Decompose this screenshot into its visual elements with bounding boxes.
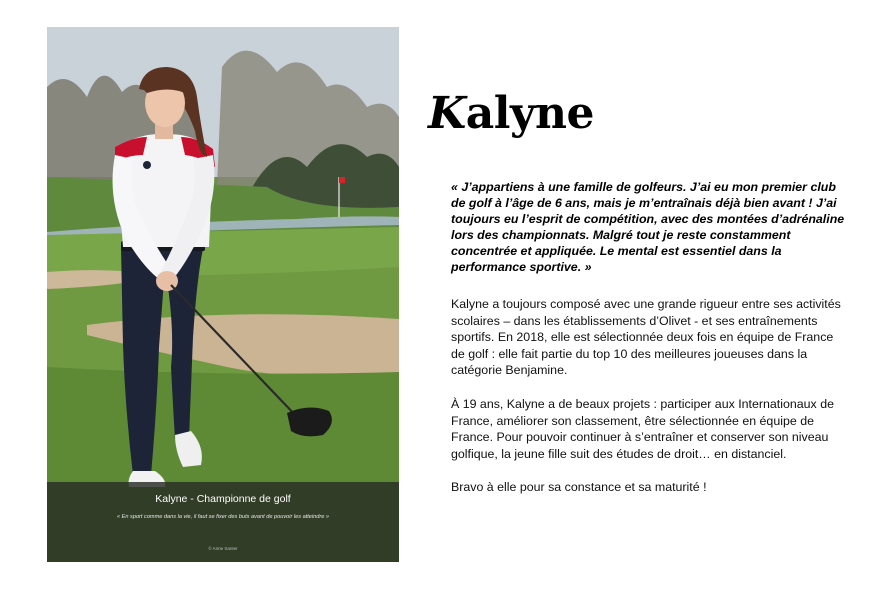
photo-credit: © Anne Santer <box>208 546 238 551</box>
golfer-photo <box>47 27 399 562</box>
photo-caption-title: Kalyne - Championne de golf <box>155 493 291 505</box>
article-title <box>428 88 594 139</box>
article-paragraph: Kalyne a toujours composé avec une grande rigueur entre ses activités scolaires – dans les établissements d’Olivet - et ses entraînements sportifs. En 2018, elle est sélectionnée deux fois en équipe de France de golf : elle fait partie du top 10 des meilleures joueuses dans la catégorie Benjamine. <box>451 297 841 377</box>
article-paragraph: À 19 ans, Kalyne a de beaux projets : participer aux Internationaux de France, améliorer son classement, être sélectionnée en équipe de France. Pour pouvoir continuer à s’entraîner et conserver son niveau golfique, la jeune fille suit des études de droit… en distanciel. <box>451 397 834 461</box>
fairway-stripe <box>47 227 399 277</box>
title-initial: K <box>428 88 466 139</box>
golf-club-head <box>287 407 332 436</box>
article-paragraph: Bravo à elle pour sa constance et sa maturité ! <box>451 480 707 494</box>
flag <box>339 177 345 183</box>
photo-caption-quote: « En sport comme dans la vie, il faut se fixer des buts avant de pouvoir les atteindre » <box>116 514 330 520</box>
caption-band <box>47 482 399 562</box>
polo-crest <box>143 161 151 169</box>
title-rest: alyne <box>465 88 595 139</box>
article-quote: « J’appartiens à une famille de golfeurs. J’ai eu mon premier club de golf à l’âge de 6 ans, mais je m’entraînais déjà bien avant ! J’ai toujours eu l’esprit de compétition, avec des montées d’adrénaline lors des championnats. Malgré tout je reste constamment concentrée et appliquée. Le mental est essentiel dans la performance sportive. » <box>451 180 845 275</box>
